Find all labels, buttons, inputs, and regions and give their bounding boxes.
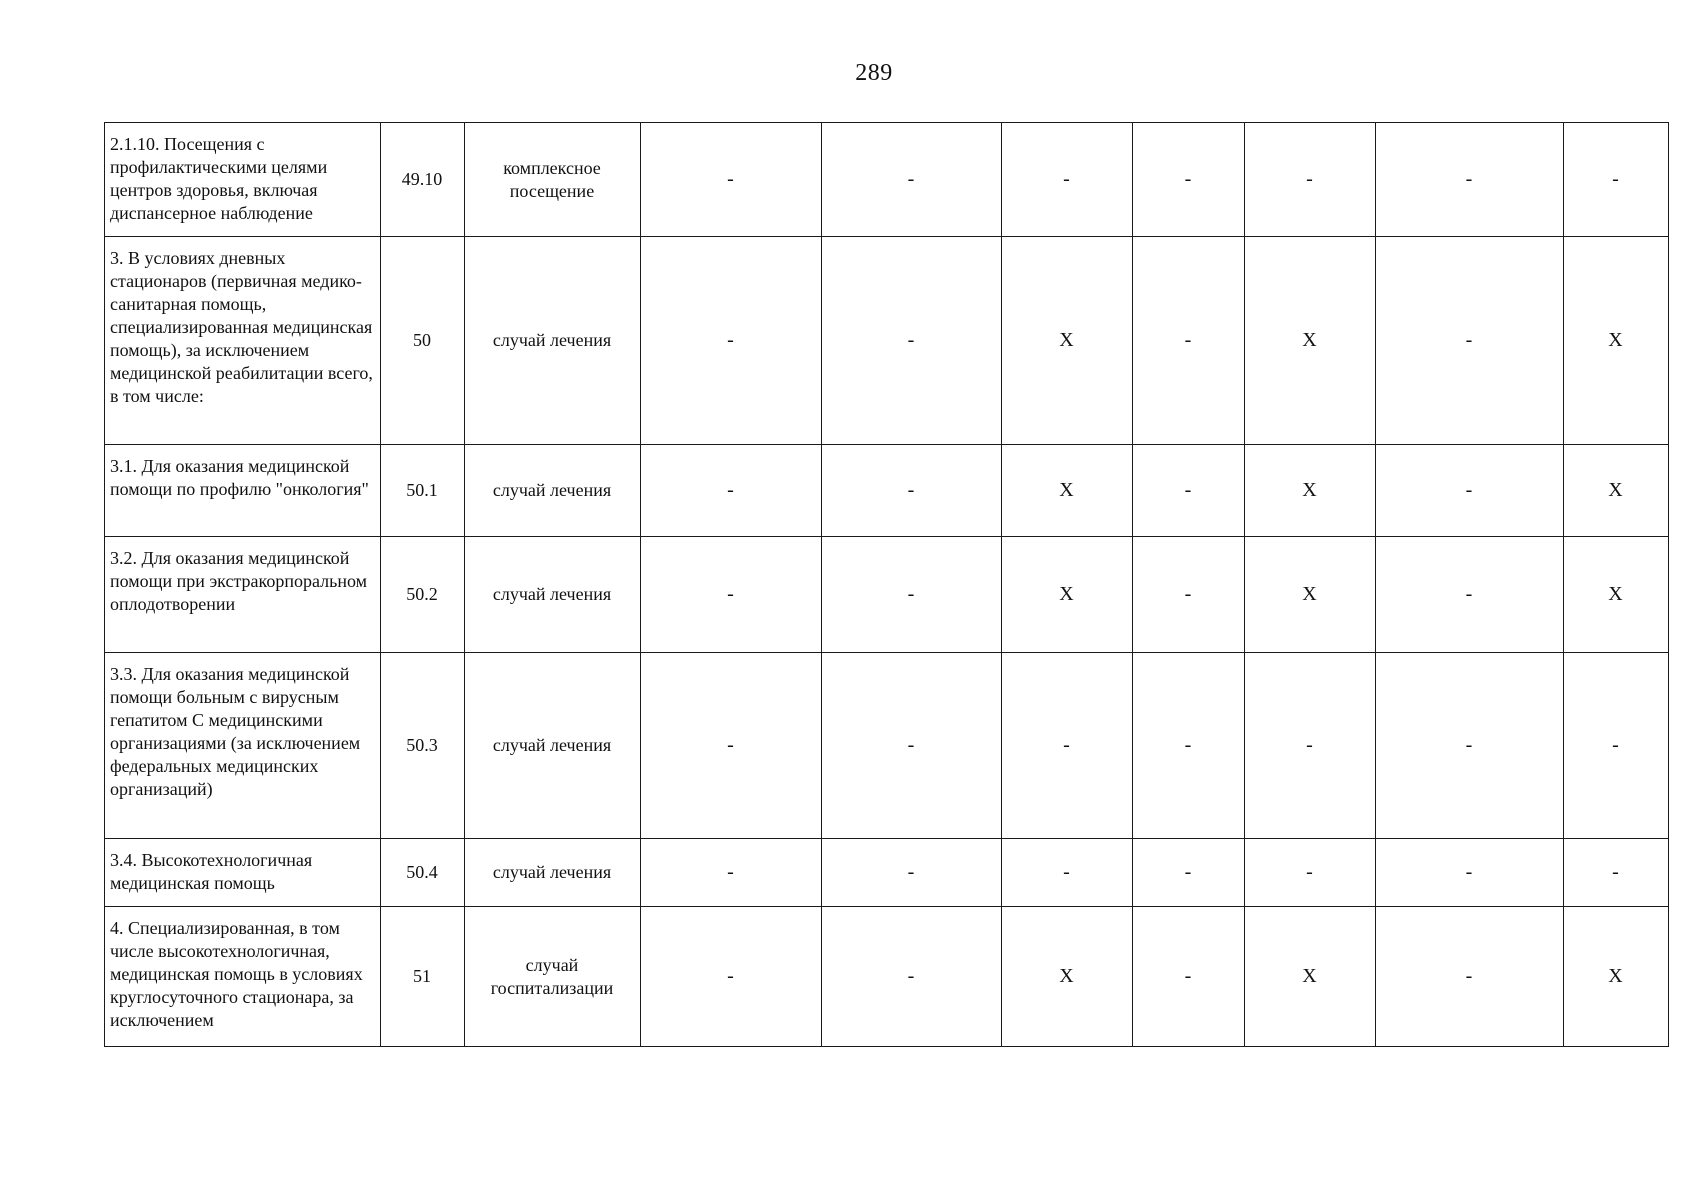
value-cell: -	[641, 839, 822, 907]
row-name-cell: 3.3. Для оказания медицинской помощи больным с вирусным гепатитом С медицинскими организациями (за исключением федеральных медицинских организаций)	[105, 653, 381, 839]
row-unit-cell: случай госпитализации	[465, 907, 641, 1047]
table-row	[105, 445, 1669, 537]
value-cell: -	[1002, 653, 1133, 839]
value-cell: -	[822, 445, 1002, 537]
value-cell: -	[1564, 653, 1669, 839]
value-cell: -	[1376, 123, 1564, 237]
value-cell: X	[1564, 237, 1669, 445]
value-cell: -	[1245, 123, 1376, 237]
value-cell: -	[822, 237, 1002, 445]
row-name-cell: 3. В условиях дневных стационаров (первичная медико-санитарная помощь, специализированная медицинская помощь), за исключением медицинской реабилитации всего, в том числе:	[105, 237, 381, 445]
value-cell: -	[1002, 839, 1133, 907]
value-cell: -	[1133, 537, 1245, 653]
row-unit-cell: случай лечения	[465, 237, 641, 445]
value-cell: -	[822, 839, 1002, 907]
value-cell: -	[1133, 907, 1245, 1047]
row-unit-cell: комплексное посещение	[465, 123, 641, 237]
value-cell: X	[1564, 907, 1669, 1047]
value-cell: -	[1133, 123, 1245, 237]
value-cell: X	[1002, 907, 1133, 1047]
value-cell: -	[1376, 907, 1564, 1047]
row-code-cell: 50	[381, 237, 465, 445]
value-cell: -	[1564, 839, 1669, 907]
value-cell: -	[1376, 653, 1564, 839]
row-code-cell: 50.4	[381, 839, 465, 907]
value-cell: -	[641, 653, 822, 839]
row-name-cell: 3.4. Высокотехнологичная медицинская помощь	[105, 839, 381, 907]
value-cell: X	[1002, 445, 1133, 537]
value-cell: -	[822, 537, 1002, 653]
value-cell: -	[1133, 653, 1245, 839]
table-row	[105, 237, 1669, 445]
row-name-cell: 3.1. Для оказания медицинской помощи по профилю "онкология"	[105, 445, 381, 537]
value-cell: -	[822, 123, 1002, 237]
row-unit-cell: случай лечения	[465, 839, 641, 907]
value-cell: -	[1245, 653, 1376, 839]
row-name-cell: 2.1.10. Посещения с профилактическими целями центров здоровья, включая диспансерное наблюдение	[105, 123, 381, 237]
value-cell: X	[1245, 907, 1376, 1047]
value-cell: -	[1376, 839, 1564, 907]
row-name-cell: 4. Специализированная, в том числе высокотехнологичная, медицинская помощь в условиях круглосуточного стационара, за исключением	[105, 907, 381, 1047]
value-cell: -	[1133, 839, 1245, 907]
value-cell: -	[822, 907, 1002, 1047]
data-table	[104, 122, 1669, 1047]
row-unit-cell: случай лечения	[465, 537, 641, 653]
value-cell: X	[1245, 445, 1376, 537]
table-row	[105, 123, 1669, 237]
value-cell: -	[1376, 237, 1564, 445]
value-cell: -	[641, 907, 822, 1047]
value-cell: -	[641, 237, 822, 445]
table-row	[105, 839, 1669, 907]
value-cell: X	[1564, 537, 1669, 653]
value-cell: -	[1376, 445, 1564, 537]
value-cell: -	[1245, 839, 1376, 907]
table-row	[105, 653, 1669, 839]
value-cell: -	[1564, 123, 1669, 237]
value-cell: -	[1133, 445, 1245, 537]
table-row	[105, 907, 1669, 1047]
value-cell: X	[1245, 237, 1376, 445]
value-cell: -	[1002, 123, 1133, 237]
row-unit-cell: случай лечения	[465, 445, 641, 537]
value-cell: X	[1002, 237, 1133, 445]
value-cell: -	[641, 123, 822, 237]
value-cell: -	[641, 537, 822, 653]
table-row	[105, 537, 1669, 653]
value-cell: X	[1002, 537, 1133, 653]
row-code-cell: 50.2	[381, 537, 465, 653]
page-number: 289	[855, 60, 893, 86]
value-cell: X	[1245, 537, 1376, 653]
row-name-cell: 3.2. Для оказания медицинской помощи при экстракорпоральном оплодотворении	[105, 537, 381, 653]
row-unit-cell: случай лечения	[465, 653, 641, 839]
value-cell: -	[1376, 537, 1564, 653]
row-code-cell: 50.1	[381, 445, 465, 537]
table-body	[105, 123, 1669, 1047]
row-code-cell: 51	[381, 907, 465, 1047]
value-cell: -	[641, 445, 822, 537]
value-cell: X	[1564, 445, 1669, 537]
value-cell: -	[822, 653, 1002, 839]
row-code-cell: 49.10	[381, 123, 465, 237]
value-cell: -	[1133, 237, 1245, 445]
row-code-cell: 50.3	[381, 653, 465, 839]
